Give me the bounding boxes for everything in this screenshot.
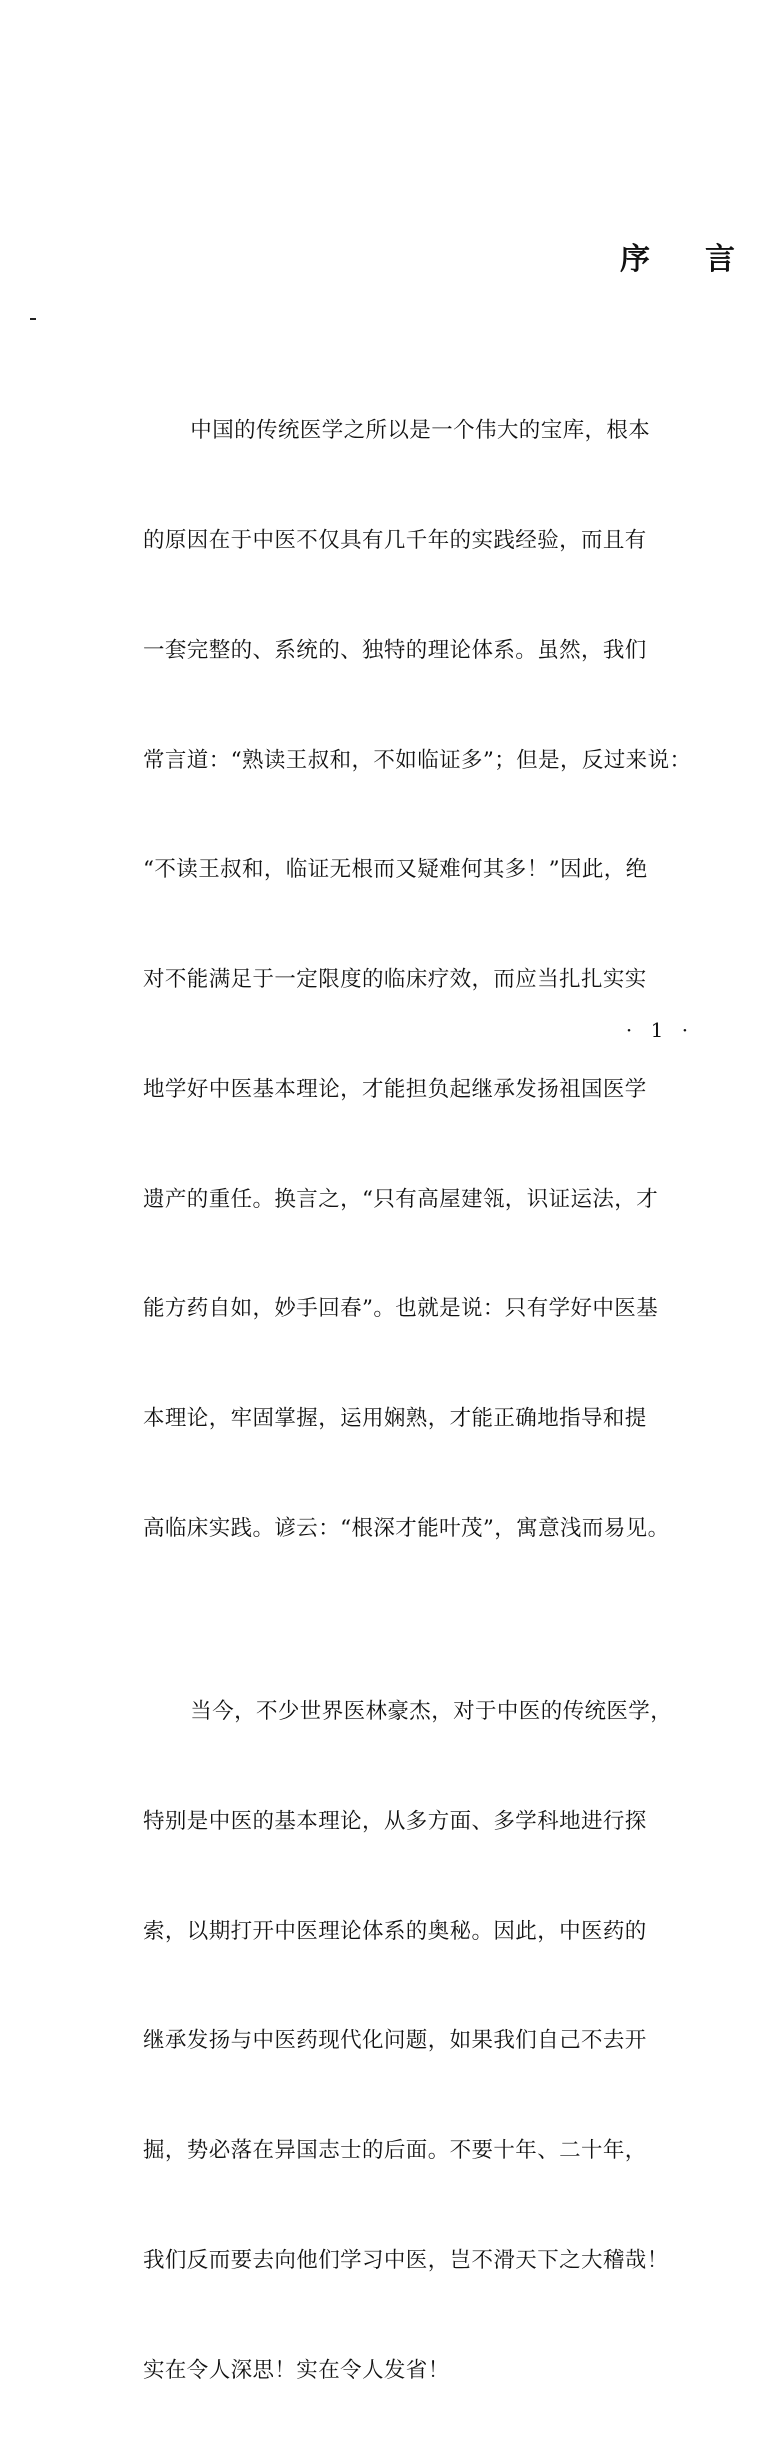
text-line: 实在令人深思！实在令人发省！ <box>143 2357 450 2383</box>
text-line: 本理论，牢固掌握，运用娴熟，才能正确地指导和提 <box>143 1406 647 1432</box>
text-line: 当今，不少世界医林豪杰，对于中医的传统医学， <box>190 1698 673 1724</box>
text-line: 索，以期打开中医理论体系的奥秘。因此，中医药的 <box>143 1918 647 1944</box>
text-line: 继承发扬与中医药现代化问题，如果我们自己不去开 <box>143 2028 647 2054</box>
text-line: 特别是中医的基本理论，从多方面、多学科地进行探 <box>143 1808 647 1834</box>
text-line: 中国的传统医学之所以是一个伟大的宝库，根本 <box>190 418 651 444</box>
text-line: 我们反而要去向他们学习中医，岂不滑天下之大稽哉！ <box>143 2247 669 2273</box>
text-line: 的原因在于中医不仅具有几千年的实践经验，而且有 <box>143 527 647 553</box>
text-line: 常言道：“熟读王叔和，不如临证多”；但是，反过来说： <box>143 747 692 773</box>
text-line: 掘，势必落在异国志士的后面。不要十年、二十年， <box>143 2138 647 2164</box>
page-title <box>620 236 735 276</box>
paragraph-2 <box>143 1621 736 2462</box>
print-mark <box>30 318 36 320</box>
body-text <box>143 340 736 2462</box>
text-line: “不读王叔和，临证无根而又疑难何其多！”因此，绝 <box>143 857 648 883</box>
text-line: 遗产的重任。换言之，“只有高屋建瓴，识证运法，才 <box>143 1186 659 1212</box>
title-char-1: 序 <box>620 242 650 277</box>
text-line: 能方药自如，妙手回春”。也就是说：只有学好中医基 <box>143 1296 659 1322</box>
page-number: · 1 · <box>625 1018 695 1042</box>
paragraph-1 <box>143 340 736 1621</box>
text-line: 地学好中医基本理论，才能担负起继承发扬祖国医学 <box>143 1076 647 1102</box>
text-line: 对不能满足于一定限度的临床疗效，而应当扎扎实实 <box>143 967 647 993</box>
title-char-2: 言 <box>705 242 735 277</box>
text-line: 一套完整的、系统的、独特的理论体系。虽然，我们 <box>143 637 647 663</box>
text-line: 高临床实践。谚云：“根深才能叶茂”，寓意浅而易见。 <box>143 1516 670 1541</box>
